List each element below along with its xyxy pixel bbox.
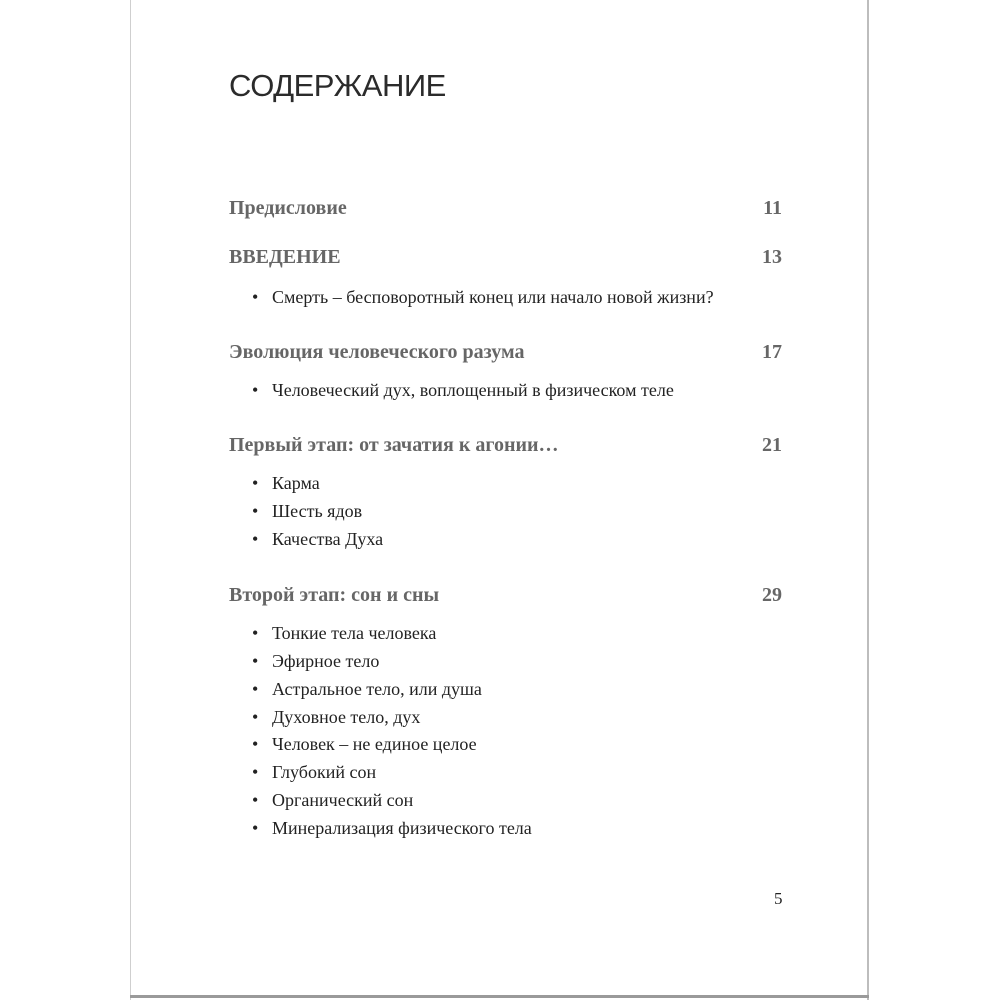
page-number: 5	[774, 889, 783, 908]
toc-subitem	[252, 529, 383, 553]
bullet-icon: •	[252, 818, 259, 838]
toc-section-title: Второй этап: сон и сны	[229, 584, 440, 606]
page-right-edge	[867, 0, 869, 1000]
bullet-icon: •	[252, 473, 259, 493]
toc-subitem	[252, 790, 413, 814]
toc-subitem	[252, 651, 379, 675]
toc-subitem	[252, 762, 376, 786]
toc-subitem-label: Астральное тело, или душа	[272, 679, 482, 699]
bullet-icon: •	[252, 380, 259, 400]
toc-section-title: Эволюция человеческого разума	[229, 341, 525, 363]
toc-section-heading	[229, 584, 782, 612]
toc-subitem-label: Минерализация физического тела	[272, 818, 532, 838]
toc-subitem-label: Органический сон	[272, 790, 414, 810]
bullet-icon: •	[252, 734, 259, 754]
bullet-icon: •	[252, 501, 259, 521]
bullet-icon: •	[252, 707, 259, 727]
toc-subitem-label: Человеческий дух, воплощенный в физическом теле	[272, 380, 674, 400]
toc-subitem	[252, 818, 532, 842]
toc-section-title: Предисловие	[229, 197, 347, 219]
toc-section-heading	[229, 197, 782, 225]
page-bottom-edge	[130, 995, 869, 998]
toc-section-page: 21	[762, 434, 782, 456]
toc-title: СОДЕРЖАНИЕ	[229, 68, 446, 103]
toc-section-page: 29	[762, 584, 782, 606]
toc-section-heading	[229, 434, 782, 462]
toc-section-heading	[229, 246, 782, 274]
toc-subitem-label: Глубокий сон	[272, 762, 377, 782]
toc-subitem	[252, 287, 714, 311]
toc-section-title: Первый этап: от зачатия к агонии…	[229, 434, 559, 456]
toc-subitem-label: Человек – не единое целое	[272, 734, 477, 754]
toc-subitem-label: Смерть – бесповоротный конец или начало новой жизни?	[272, 287, 714, 307]
bullet-icon: •	[252, 529, 259, 549]
toc-subitem	[252, 679, 482, 703]
toc-subitem	[252, 501, 362, 525]
toc-subitem-label: Тонкие тела человека	[272, 623, 437, 643]
toc-section-page: 13	[762, 246, 782, 268]
bullet-icon: •	[252, 790, 259, 810]
bullet-icon: •	[252, 623, 259, 643]
toc-subitem-label: Эфирное тело	[272, 651, 380, 671]
bullet-icon: •	[252, 679, 259, 699]
bullet-icon: •	[252, 651, 259, 671]
toc-section-page: 11	[763, 197, 782, 219]
toc-subitem-label: Шесть ядов	[272, 501, 363, 521]
toc-section-title: ВВЕДЕНИЕ	[229, 246, 341, 268]
toc-subitem	[252, 734, 477, 758]
bullet-icon: •	[252, 762, 259, 782]
toc-subitem	[252, 623, 436, 647]
toc-section-heading	[229, 341, 782, 369]
toc-subitem-label: Духовное тело, дух	[272, 707, 421, 727]
toc-section-page: 17	[762, 341, 782, 363]
bullet-icon: •	[252, 287, 259, 307]
toc-subitem	[252, 707, 420, 731]
toc-subitem	[252, 473, 320, 497]
toc-subitem-label: Карма	[272, 473, 320, 493]
toc-subitem	[252, 380, 674, 404]
toc-subitem-label: Качества Духа	[272, 529, 384, 549]
page-left-edge	[130, 0, 131, 1000]
